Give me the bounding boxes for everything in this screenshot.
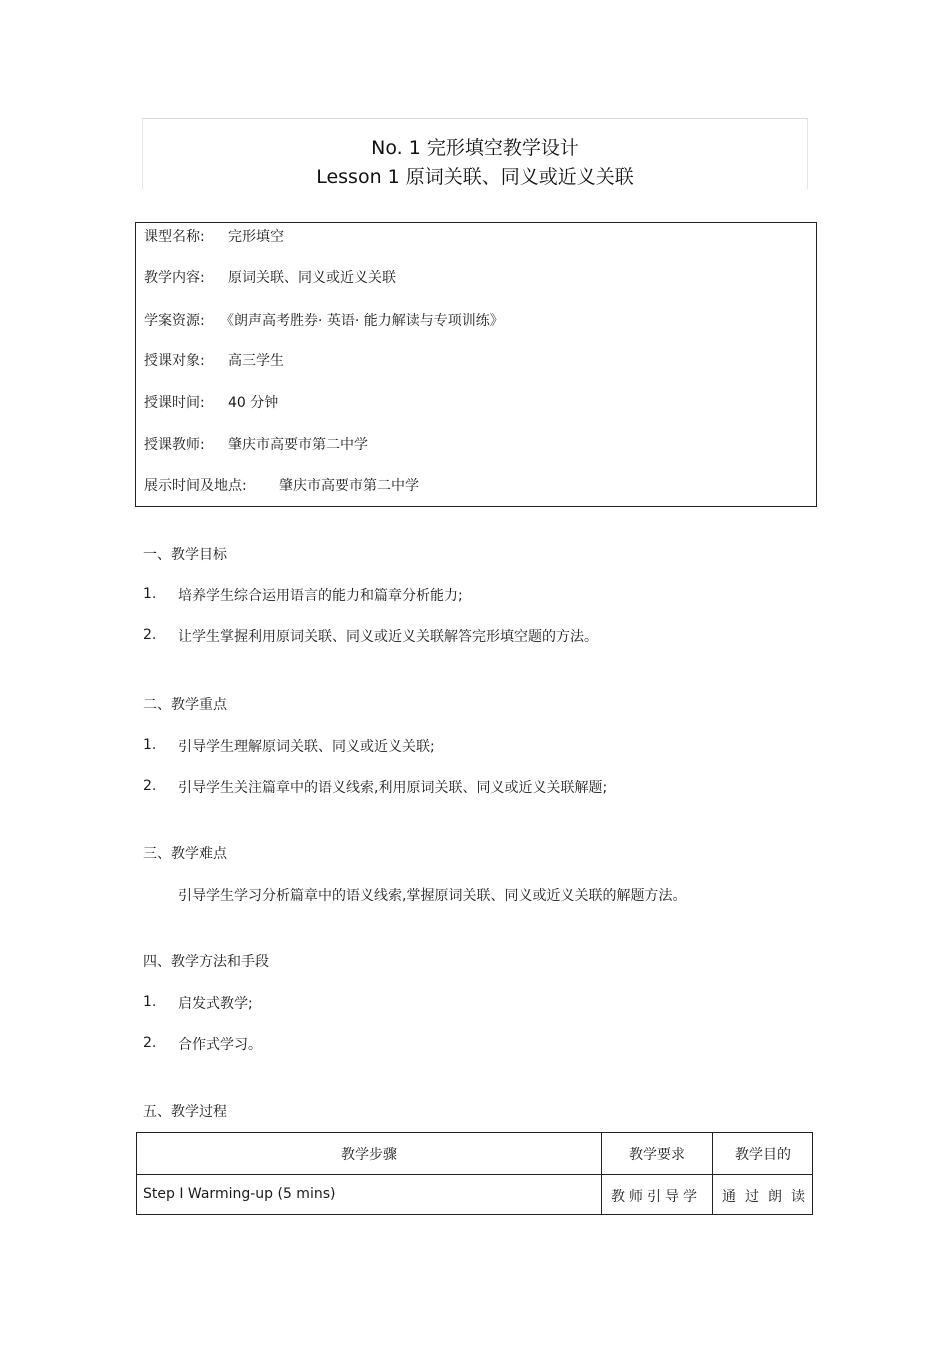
list-item: 培养学生综合运用语言的能力和篇章分析能力; bbox=[178, 588, 463, 604]
section-heading-goals: 一、教学目标 bbox=[143, 547, 227, 563]
list-item: 让学生掌握利用原词关联、同义或近义关联解答完形填空题的方法。 bbox=[178, 629, 598, 645]
list-item: 启发式教学; bbox=[178, 996, 253, 1012]
info-value: 高三学生 bbox=[228, 353, 284, 369]
list-number: 2. bbox=[143, 778, 157, 794]
list-number: 1. bbox=[143, 737, 157, 753]
lesson-title: Lesson 1 原词关联、同义或近义关联 bbox=[316, 166, 634, 188]
section-heading-methods: 四、教学方法和手段 bbox=[143, 954, 269, 970]
info-label: 授课时间: bbox=[144, 395, 205, 411]
info-row-audience bbox=[144, 350, 284, 370]
list-number: 1. bbox=[143, 994, 157, 1010]
list-number: 2. bbox=[143, 627, 157, 643]
info-row-resource bbox=[144, 310, 504, 330]
section-heading-process: 五、教学过程 bbox=[143, 1104, 227, 1120]
info-label: 授课对象: bbox=[144, 353, 205, 369]
info-value: 《朗声高考胜券· 英语· 能力解读与专项训练》 bbox=[220, 313, 504, 329]
info-value: 肇庆市高要市第二中学 bbox=[279, 478, 419, 494]
table-cell-step: Step I Warming-up (5 mins) bbox=[143, 1186, 336, 1202]
info-value: 40 分钟 bbox=[228, 395, 279, 411]
info-label: 学案资源: bbox=[144, 313, 205, 329]
process-table bbox=[136, 1132, 813, 1215]
info-value: 肇庆市高要市第二中学 bbox=[228, 437, 368, 453]
list-item: 合作式学习。 bbox=[178, 1037, 262, 1053]
table-header-steps: 教学步骤 bbox=[341, 1147, 397, 1163]
table-header-requirements: 教学要求 bbox=[629, 1147, 685, 1163]
list-number: 2. bbox=[143, 1035, 157, 1051]
info-label: 课型名称: bbox=[144, 229, 205, 245]
list-item: 引导学生关注篇章中的语义线索,利用原词关联、同义或近义关联解题; bbox=[178, 780, 608, 796]
table-header-purpose: 教学目的 bbox=[735, 1147, 791, 1163]
info-row-teacher bbox=[144, 434, 368, 454]
info-label: 授课教师: bbox=[144, 437, 205, 453]
info-value: 原词关联、同义或近义关联 bbox=[228, 270, 396, 286]
title-box bbox=[142, 118, 808, 189]
table-cell-requirement: 教师引导学 bbox=[611, 1189, 701, 1205]
course-info-box bbox=[135, 222, 817, 507]
info-label: 教学内容: bbox=[144, 270, 205, 286]
info-row-venue bbox=[144, 475, 419, 495]
table-divider bbox=[137, 1174, 812, 1175]
list-number: 1. bbox=[143, 586, 157, 602]
list-item: 引导学生理解原词关联、同义或近义关联; bbox=[178, 739, 435, 755]
info-value: 完形填空 bbox=[228, 229, 284, 245]
table-cell-purpose: 通过朗读 bbox=[722, 1189, 814, 1205]
section-heading-difficulties: 三、教学难点 bbox=[143, 846, 227, 862]
section-heading-key-points: 二、教学重点 bbox=[143, 697, 227, 713]
info-row-course-type bbox=[144, 226, 284, 246]
info-label: 展示时间及地点: bbox=[144, 478, 247, 494]
info-row-duration bbox=[144, 392, 279, 412]
document-title: No. 1 完形填空教学设计 bbox=[371, 137, 579, 159]
difficulty-text: 引导学生学习分析篇章中的语义线索,掌握原词关联、同义或近义关联的解题方法。 bbox=[178, 888, 687, 904]
info-row-content bbox=[144, 267, 396, 287]
